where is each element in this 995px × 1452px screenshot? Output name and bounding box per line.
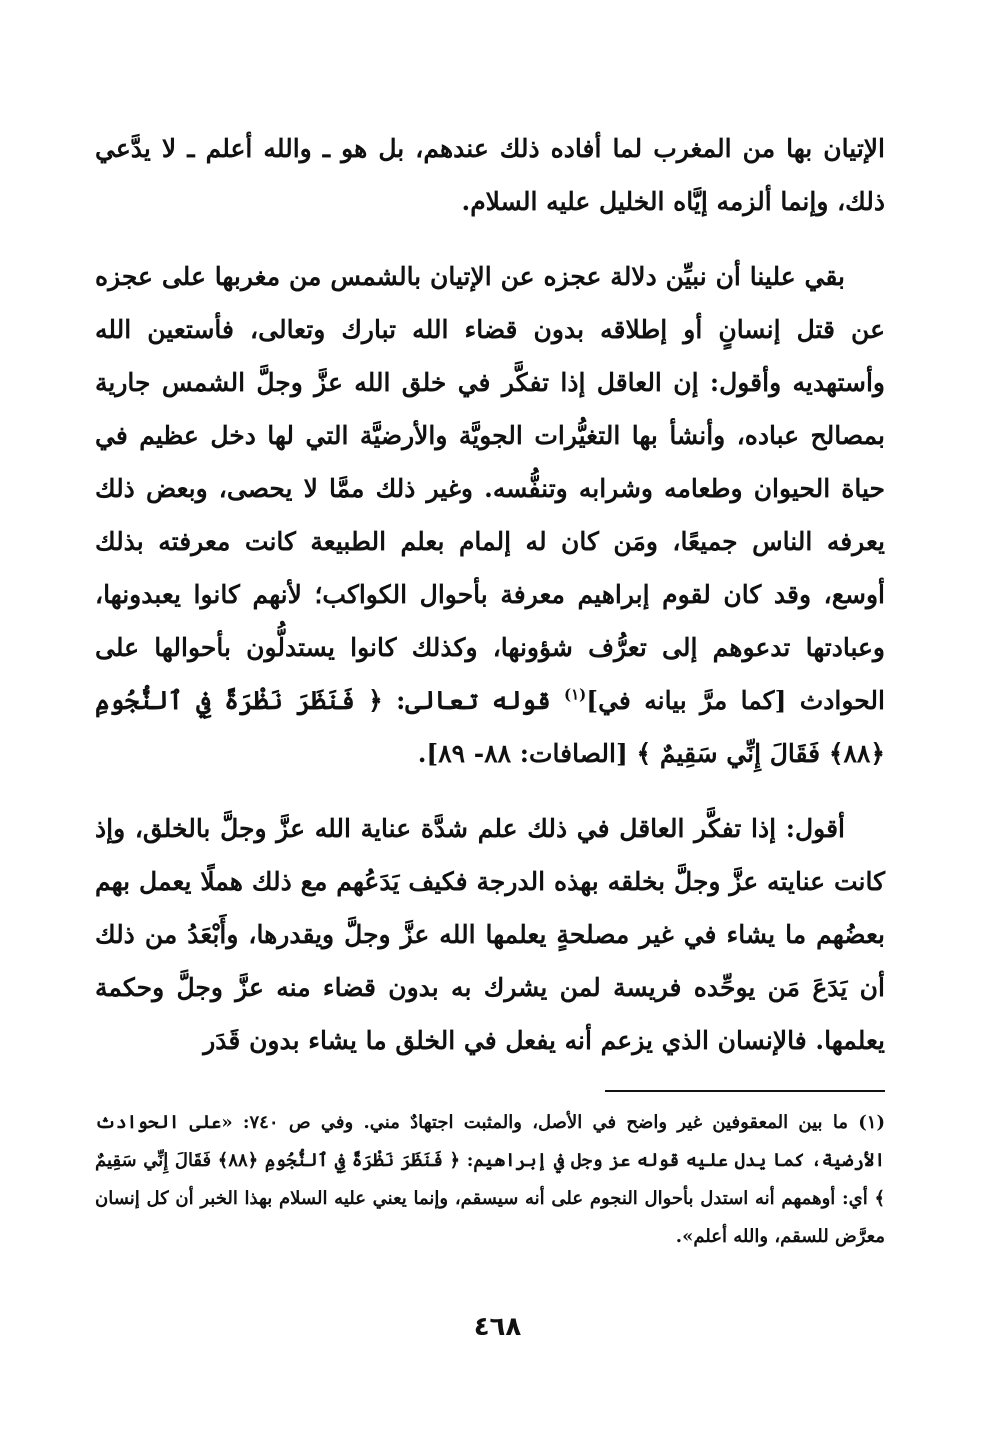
paragraph-1: الإتيان بها من المغرب لما أفاده ذلك عندهم، بل هو ـ والله أعلم ـ لا يدَّعي ذلك، وإنما ألزمه إيَّاه الخليل عليه السلام. [95, 134, 885, 216]
footnote-text: (١) ما بين المعقوفين غير واضح في الأصل، والمثبت اجتهادٌ مني. وفي ص ٧٤٠: «على الحوادث الأرضية، كما يدل عليه قوله عز وجل في إبراهيم: ﴿ فَنَظَرَ نَظْرَةً فِي ٱلنُّجُومِ ﴿٨٨﴾ فَقَالَ إِنِّي سَقِيمٌ ﴾ أي: أوهمهم أنه استدل بأحوال النجوم على أنه سيسقم، وإنما يعني عليه السلام بهذا الخبر أن كل إنسان معرَّض للسقم، والله أعلم». [95, 1112, 885, 1247]
paragraph-2-quran-quote: قوله تعالى: ﴿ فَنَظَرَ نَظْرَةً فِي ٱلنُّجُومِ ﴿٨٨﴾ فَقَالَ إِنِّي سَقِيمٌ ﴾ [الصافات: ٨٨- ٨٩]. [95, 686, 885, 768]
page-number: ٤٦٨ [473, 1312, 522, 1342]
paragraph-2 [95, 250, 885, 780]
paragraph-3: أقول: إذا تفكَّر العاقل في ذلك علم شدَّة عناية الله عزَّ وجلَّ بالخلق، وإذ كانت عنايته عزَّ وجلَّ بخلقه بهذه الدرجة فكيف يَدَعُهم مع ذلك هملًا يعمل بهم بعضُهم ما يشاء في غير مصلحةٍ يعلمها الله عزَّ وجلَّ ويقدرها، وأَبْعَدُ من ذلك أن يَدَعَ مَن يوحِّده فريسة لمن يشرك به بدون قضاء منه عزَّ وجلَّ وحكمة يعلمها. فالإنسان الذي يزعم أنه يفعل في الخلق ما يشاء بدون قَدَر [95, 814, 885, 1055]
paragraph-2-body: بقي علينا أن نبيِّن دلالة عجزه عن الإتيان بالشمس من مغربها على عجزه عن قتل إنسانٍ أو إطلاقه بدون قضاء الله تبارك وتعالى، فأستعين الله وأستهديه وأقول: إن العاقل إذا تفكَّر في خلق الله عزَّ وجلَّ الشمس جارية بمصالح عباده، وأنشأ بها التغيُّرات الجويَّة والأرضيَّة التي لها دخل عظيم في حياة الحيوان وطعامه وشرابه وتنفُّسه. وغير ذلك ممَّا لا يحصى، وبعض ذلك يعرفه الناس جميعًا، ومَن كان له إلمام بعلم الطبيعة كانت معرفته بذلك أوسع، وقد كان لقوم إبراهيم معرفة بأحوال الكواكب؛ لأنهم كانوا يعبدونها، وعبادتها تدعوهم إلى تعرُّف شؤونها، وكذلك كانوا يستدلُّون بأحوالها على الحوادث [كما مرَّ بيانه في] [95, 262, 885, 715]
footnote-marker[interactable]: (١) [563, 685, 587, 704]
main-text [95, 122, 885, 1089]
footnote-separator [605, 1090, 885, 1092]
